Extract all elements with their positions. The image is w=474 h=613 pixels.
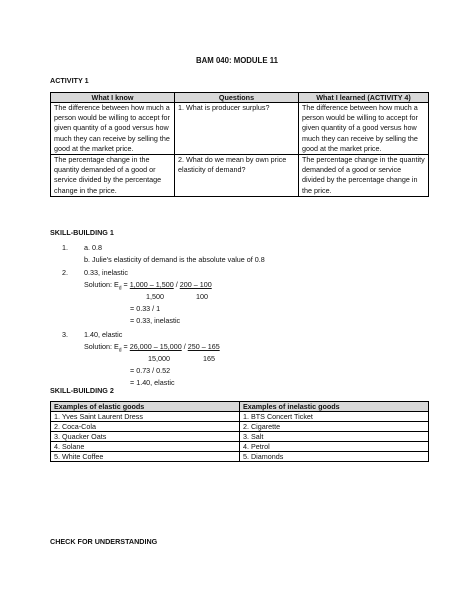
solution-step: = 0.33, inelastic xyxy=(130,316,181,325)
table-row xyxy=(51,432,429,442)
inelastic-cell: 5. Diamonds xyxy=(240,452,429,462)
solution-prefix: Solution: E xyxy=(84,280,119,289)
activity1-table xyxy=(50,92,429,197)
elastic-cell: 2. Coca-Cola xyxy=(51,422,240,432)
equals: = xyxy=(121,342,130,351)
learned-cell: The percentage change in the quantity demanded of a good or service divided by the percentage change in the price. xyxy=(299,155,429,197)
table-row xyxy=(51,155,429,197)
elastic-cell: 5. White Coffee xyxy=(51,452,240,462)
elastic-cell: 4. Solane xyxy=(51,442,240,452)
numerator: 1,000 – 1,500 xyxy=(129,280,174,289)
table-header-row xyxy=(51,402,429,412)
column-header: Examples of elastic goods xyxy=(51,402,240,412)
answer-label: 1.40, elastic xyxy=(84,330,123,339)
column-header: What I know xyxy=(51,93,175,103)
solution-step: = 1.40, elastic xyxy=(130,378,175,387)
subscript: d xyxy=(118,285,122,292)
table-row xyxy=(51,442,429,452)
column-header: Questions xyxy=(175,93,299,103)
answer-label: 0.33, inelastic xyxy=(84,268,128,277)
table-row xyxy=(51,412,429,422)
solution-step: = 0.73 / 0.52 xyxy=(130,366,171,375)
denominator: 250 – 165 xyxy=(187,342,220,351)
table-row xyxy=(51,422,429,432)
slash: / xyxy=(173,280,180,289)
inelastic-cell: 4. Petrol xyxy=(240,442,429,452)
column-header: What I learned (ACTIVITY 4) xyxy=(299,93,429,103)
table-row xyxy=(51,452,429,462)
question-cell: 1. What is producer surplus? xyxy=(175,103,299,155)
question-cell: 2. What do we mean by own price elasticity of demand? xyxy=(175,155,299,197)
denominator-value: 15,000 xyxy=(148,354,170,363)
denominator: 200 – 100 xyxy=(179,280,212,289)
check-heading: CHECK FOR UNDERSTANDING xyxy=(50,537,158,546)
know-cell: The percentage change in the quantity demanded of a good or service divided by the percentage change in the price. xyxy=(51,155,175,197)
know-cell: The difference between how much a person would be willing to accept for given quantity of a good versus how much they can receive by selling the good at the market price. xyxy=(51,103,175,155)
inelastic-cell: 3. Salt xyxy=(240,432,429,442)
elastic-cell: 3. Quacker Oats xyxy=(51,432,240,442)
page-title: BAM 040: MODULE 11 xyxy=(196,56,278,65)
learned-cell: The difference between how much a person would be willing to accept for given quantity of a good versus how much they can receive by selling the good at the market price. xyxy=(299,103,429,155)
solution-prefix: Solution: E xyxy=(84,342,119,351)
inelastic-cell: 1. BTS Concert Ticket xyxy=(240,412,429,422)
subscript: d xyxy=(118,347,122,354)
answer-a: a. 0.8 xyxy=(84,243,102,252)
table-row xyxy=(51,103,429,155)
item-number: 2. xyxy=(62,268,68,277)
solution-step: = 0.33 / 1 xyxy=(130,304,161,313)
slash: / xyxy=(181,342,188,351)
column-header: Examples of inelastic goods xyxy=(240,402,429,412)
answer-b: b. Julie's elasticity of demand is the absolute value of 0.8 xyxy=(84,255,265,264)
denominator-value: 100 xyxy=(196,292,208,301)
skill1-heading: SKILL-BUILDING 1 xyxy=(50,228,114,237)
activity1-heading: ACTIVITY 1 xyxy=(50,76,89,85)
table-header-row xyxy=(51,93,429,103)
numerator: 26,000 – 15,000 xyxy=(129,342,182,351)
item-number: 3. xyxy=(62,330,68,339)
skill2-table xyxy=(50,401,429,462)
item-number: 1. xyxy=(62,243,68,252)
inelastic-cell: 2. Cigarette xyxy=(240,422,429,432)
denominator-value: 1,500 xyxy=(146,292,164,301)
denominator-value: 165 xyxy=(203,354,215,363)
elastic-cell: 1. Yves Saint Laurent Dress xyxy=(51,412,240,422)
skill2-heading: SKILL-BUILDING 2 xyxy=(50,386,114,395)
equals: = xyxy=(121,280,130,289)
